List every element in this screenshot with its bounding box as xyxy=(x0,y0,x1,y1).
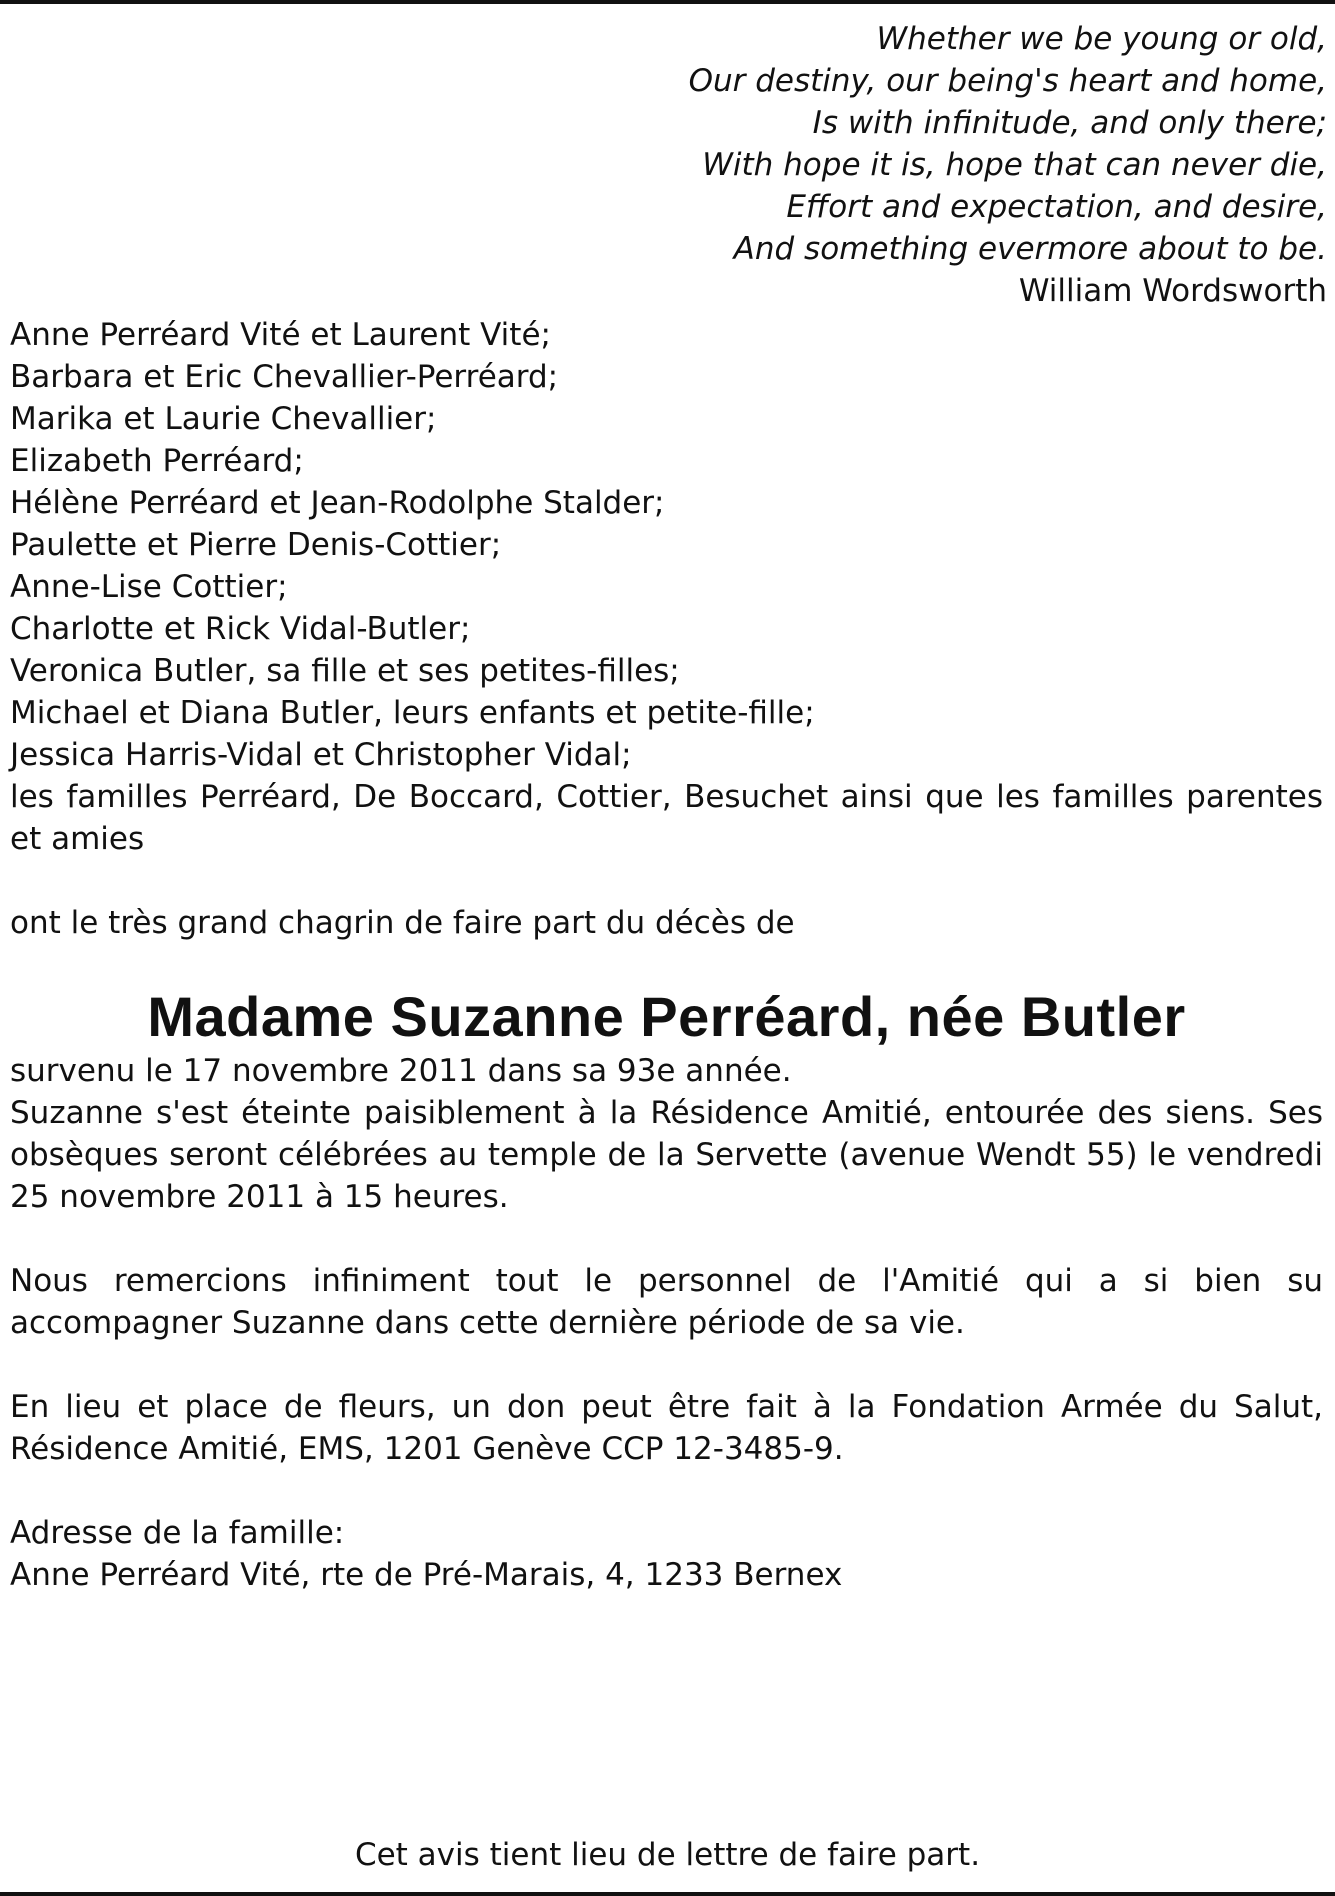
ceremony-details: Suzanne s'est éteinte paisiblement à la Résidence Amitié, entourée des siens. Ses obsèques seront célébrées au temple de la Servette (avenue Wendt 55) le vendredi 25 novembre 2011 à 15 heures. xyxy=(10,1095,1323,1215)
donation-paragraph: En lieu et place de fleurs, un don peut être fait à la Fondation Armée du Salut, Résidence Amitié, EMS, 1201 Genève CCP 12-3485-9. xyxy=(10,1389,1323,1467)
family-entry: les familles Perréard, De Boccard, Cottier, Besuchet ainsi que les familles parentes et amies xyxy=(10,779,1323,857)
poem-epigraph xyxy=(10,18,1327,312)
family-address xyxy=(10,1512,1323,1596)
death-details: survenu le 17 novembre 2011 dans sa 93e année. xyxy=(10,1053,792,1089)
poem-line: Is with infinitude, and only there; xyxy=(812,105,1327,141)
poem-line: With hope it is, hope that can never die, xyxy=(702,147,1327,183)
family-entry: Marika et Laurie Chevallier; xyxy=(10,401,437,437)
poem-line: Effort and expectation, and desire, xyxy=(786,189,1327,225)
family-entry: Paulette et Pierre Denis-Cottier; xyxy=(10,527,502,563)
family-entry: Barbara et Eric Chevallier-Perréard; xyxy=(10,359,559,395)
address-value: Anne Perréard Vité, rte de Pré-Marais, 4, 1233 Bernex xyxy=(10,1557,843,1593)
family-entry: Charlotte et Rick Vidal-Butler; xyxy=(10,611,471,647)
family-entry: Michael et Diana Butler, leurs enfants et petite-fille; xyxy=(10,695,815,731)
family-list xyxy=(10,314,1323,860)
deceased-name: Madame Suzanne Perréard, née Butler xyxy=(147,985,1186,1048)
poem-line: Whether we be young or old, xyxy=(876,21,1327,57)
thanks-paragraph: Nous remercions infiniment tout le personnel de l'Amitié qui a si bien su accompagner Suzanne dans cette dernière période de sa vie. xyxy=(10,1263,1323,1341)
obituary-notice xyxy=(10,18,1327,1596)
closing-note: Cet avis tient lieu de lettre de faire part. xyxy=(354,1837,981,1873)
announcement-intro: ont le très grand chagrin de faire part du décès de xyxy=(10,905,795,941)
family-entry: Jessica Harris-Vidal et Christopher Vidal; xyxy=(10,737,632,773)
top-border xyxy=(0,0,1335,4)
bottom-border xyxy=(0,1892,1335,1896)
family-entry: Elizabeth Perréard; xyxy=(10,443,304,479)
family-entry: Anne-Lise Cottier; xyxy=(10,569,288,605)
poem-line: And something evermore about to be. xyxy=(733,231,1327,267)
poem-author: William Wordsworth xyxy=(1018,273,1327,309)
family-entry: Hélène Perréard et Jean-Rodolphe Stalder; xyxy=(10,485,665,521)
poem-line: Our destiny, our being's heart and home, xyxy=(688,63,1327,99)
family-entry: Veronica Butler, sa fille et ses petites-filles; xyxy=(10,653,680,689)
family-entry: Anne Perréard Vité et Laurent Vité; xyxy=(10,317,551,353)
address-label: Adresse de la famille: xyxy=(10,1515,345,1551)
